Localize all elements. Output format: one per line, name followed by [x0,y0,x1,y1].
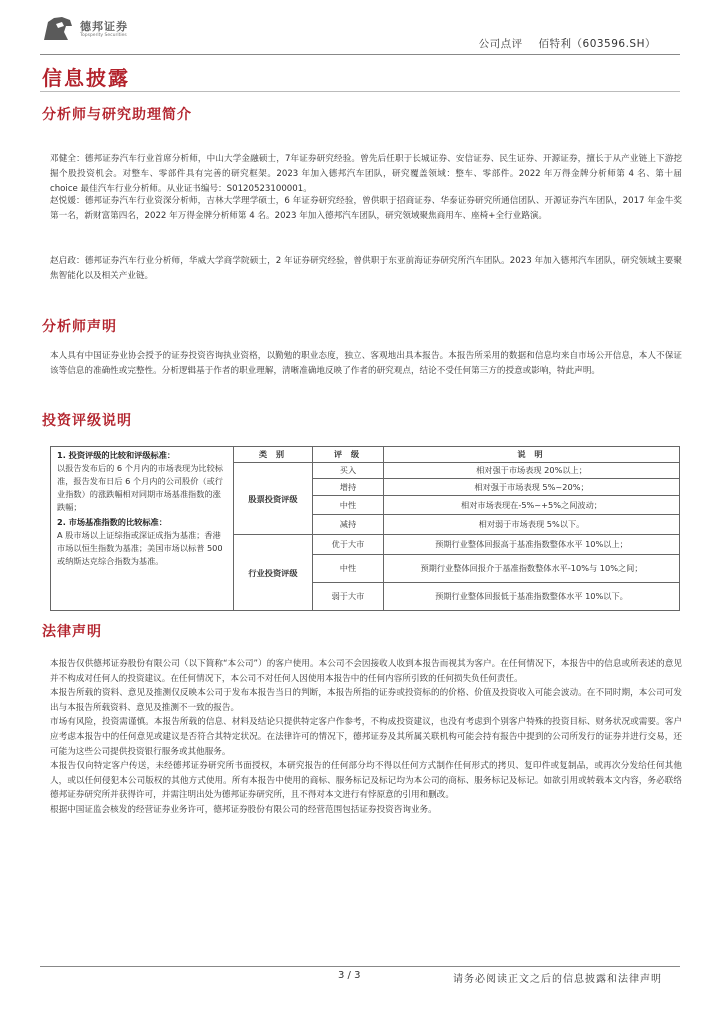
logo-mark-icon [42,14,74,44]
rating-description: 相对强于市场表现 20%以上； [384,463,680,479]
logo-english-name: Topsperity Securities [80,32,127,38]
criteria-text-2: A 股市场以上证综指或深证成指为基准；香港市场以恒生指数为基准；美国市场以标普 500 或纳斯达克综合指数为基准。 [57,530,223,566]
header-divider [40,54,680,55]
legal-paragraph: 根据中国证监会核发的经营证券业务许可，德邦证券股份有限公司的经营范围包括证券投资咨询业务。 [50,804,437,815]
report-header-info [467,36,656,51]
header-description: 说 明 [384,447,680,463]
page-number: 3 / 3 [338,970,361,981]
rating-level: 弱于大市 [313,583,384,611]
rating-description: 预期行业整体回报低于基准指数整体水平 10%以下。 [384,583,680,611]
legal-paragraph: 本报告仅供德邦证券股份有限公司（以下简称“本公司”）的客户使用。本公司不会因接收人收到本报告而视其为客户。在任何情况下，本报告中的信息或所表述的意见并不构成对任何人的投资建议。在任何情况下，本公司不对任何人因使用本报告中的任何内容所引致的任何损失负任何责任。 [50,659,682,684]
rating-table [50,446,680,611]
rating-level: 增持 [313,479,384,496]
criteria-heading-1: 1. 投资评级的比较和评级标准： [57,450,176,460]
rating-level: 减持 [313,515,384,535]
company-logo [42,14,128,44]
rating-description: 预期行业整体回报介于基准指数整体水平-10%与 10%之间； [384,555,680,583]
legal-paragraph: 本报告所载的资料、意见及推测仅反映本公司于发布本报告当日的判断，本报告所指的证券或投资标的的价格、价值及投资收入可能会波动。在不同时期，本公司可发出与本报告所载资料、意见及推测不一致的报告。 [50,688,682,713]
legal-paragraph: 市场有风险，投资需谨慎。本报告所载的信息、材料及结论只提供特定客户作参考，不构成投资建议，也没有考虑到个别客户特殊的投资目标、财务状况或需要。客户应考虑本报告中的任何意见或建议是否符合其特定状况。在法律许可的情况下，德邦证券及其所属关联机构可能会持有报告中提到的公司所发行的证券并进行交易，还可能为这些公司提供投资银行服务或其他服务。 [50,717,682,757]
rating-criteria-cell [51,447,234,611]
rating-level: 买入 [313,463,384,479]
analyst-statement: 本人具有中国证券业协会授予的证券投资咨询执业资格，以勤勉的职业态度，独立、客观地出具本报告。本报告所采用的数据和信息均来自市场公开信息，本人不保证该等信息的准确性或完整性。分析逻辑基于作者的职业理解，清晰准确地反映了作者的研究观点，结论不受任何第三方的授意或影响，特此声明。 [50,351,682,376]
report-type: 公司点评 [478,38,523,50]
legal-statement [50,657,682,818]
page-title: 信息披露 [42,66,130,90]
header-category: 类 别 [234,447,313,463]
stock-rating-category: 股票投资评级 [234,463,313,535]
criteria-heading-2: 2. 市场基准指数的比较标准： [57,517,167,527]
industry-rating-category: 行业投资评级 [234,535,313,611]
rating-level: 中性 [313,555,384,583]
legal-paragraph: 本报告仅向特定客户传送，未经德邦证券研究所书面授权，本研究报告的任何部分均不得以任何方式制作任何形式的拷贝、复印件或复制品，或再次分发给任何其他人，或以任何侵犯本公司版权的其他方式使用。所有本报告中使用的商标、服务标记及标记均为本公司的商标、服务标记及标记。如欲引用或转载本文内容，务必联络德邦证券研究所并获得许可，并需注明出处为德邦证券研究所，且不得对本文进行有悖原意的引用和删改。 [50,761,682,801]
rating-description: 相对强于市场表现 5%~20%； [384,479,680,496]
rating-section-title: 投资评级说明 [42,413,132,429]
analyst-bio: 邓健全：德邦证券汽车行业首席分析师，中山大学金融硕士，7年证券研究经验。曾先后任职于长城证券、安信证券、民生证券、开源证券，擅长于从产业链上下游挖掘个股投资机会。对整车、零部件具有完善的研究框架。2023 年加入德邦汽车团队，研究覆盖领域：整车、零部件。2022 年万得金牌分析师第 4 名、第十届 choice 最佳汽车行业分析师。从业证书编号：S0120523100001。 [50,154,682,194]
rating-level: 优于大市 [313,535,384,555]
company-ticker: 佰特利（603596.SH） [538,38,656,50]
rating-description: 相对市场表现在-5%~+5%之间波动； [384,496,680,515]
title-divider [40,91,680,92]
legal-section-title: 法律声明 [42,624,102,640]
rating-level: 中性 [313,496,384,515]
footer-disclaimer: 请务必阅读正文之后的信息披露和法律声明 [453,974,662,985]
analyst-bio: 赵悦媛：德邦证券汽车行业资深分析师，吉林大学理学硕士，6 年证券研究经验，曾供职于招商证券、华泰证券研究所通信团队、开源证券汽车团队，2017 年金牛奖第一名，新财富第四名，2022 年万得金牌分析师第 4 名。2023 年加入德邦汽车团队，研究领域聚焦商用车、座椅+全行业路演。 [50,196,682,221]
criteria-text-1: 以报告发布后的 6 个月内的市场表现为比较标准，报告发布日后 6 个月内的公司股价（或行业指数）的涨跌幅相对同期市场基准指数的涨跌幅； [57,463,223,512]
rating-description: 预期行业整体回报高于基准指数整体水平 10%以上； [384,535,680,555]
rating-description: 相对弱于市场表现 5%以下。 [384,515,680,535]
header-level: 评 级 [313,447,384,463]
logo-chinese-name: 德邦证券 [80,19,128,33]
analysts-section-title: 分析师与研究助理简介 [42,107,192,123]
analyst-bio: 赵启政：德邦证券汽车行业分析师，华威大学商学院硕士，2 年证券研究经验，曾供职于东亚前海证券研究所汽车团队。2023 年加入德邦汽车团队，研究领域主要聚焦智能化以及相关产业链。 [50,256,682,281]
statement-section-title: 分析师声明 [42,319,117,335]
footer-divider [40,966,680,967]
